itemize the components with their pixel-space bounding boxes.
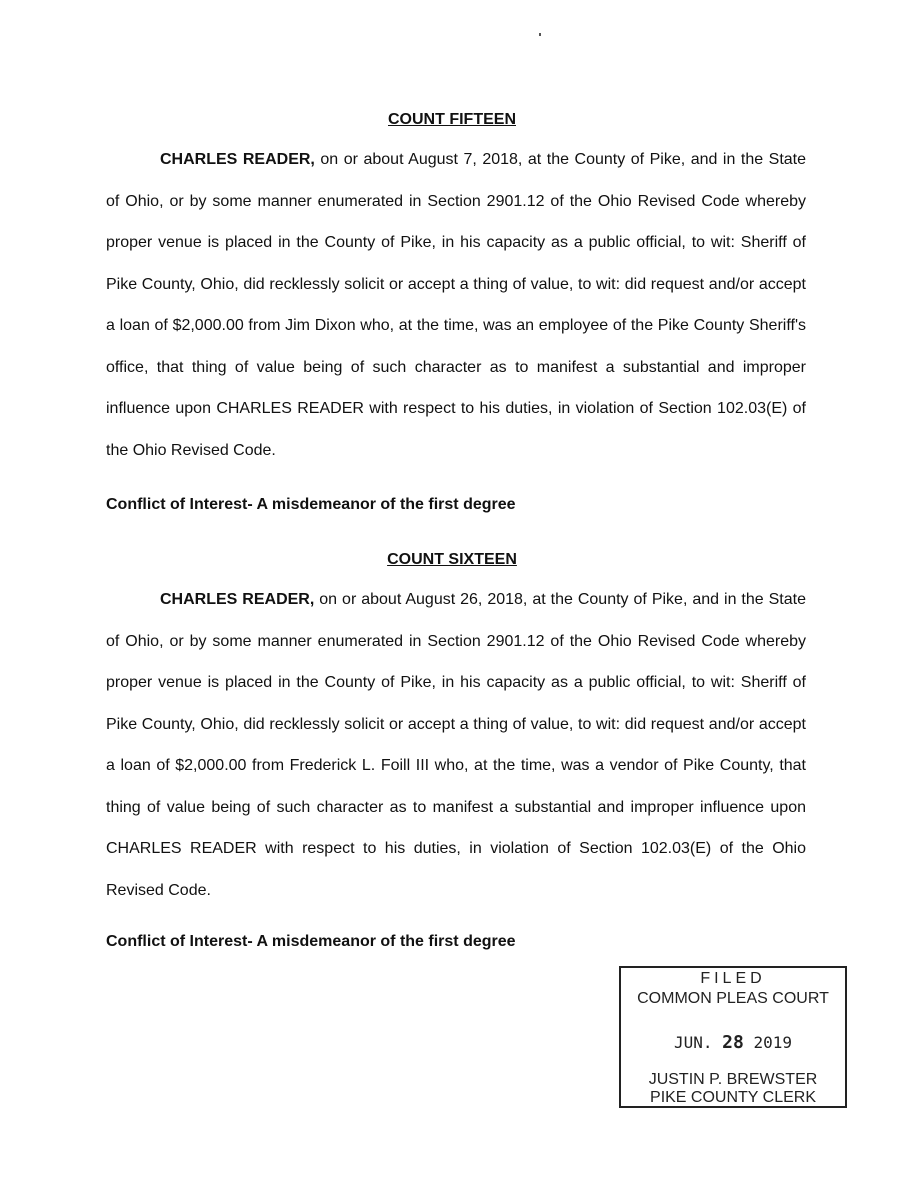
stamp-date	[621, 1032, 845, 1053]
count-fifteen-offense: Conflict of Interest- A misdemeanor of the first degree	[106, 496, 516, 513]
count-fifteen-paragraph	[106, 139, 806, 471]
stamp-filed: FILED	[700, 970, 766, 987]
stamp-clerk-title: PIKE COUNTY CLERK	[650, 1089, 816, 1106]
stamp-underline	[621, 1106, 845, 1108]
stamp-clerk-name: JUSTIN P. BREWSTER	[648, 1071, 818, 1088]
count-fifteen-title: COUNT FIFTEEN	[388, 111, 516, 128]
stamp-court: COMMON PLEAS COURT	[637, 990, 829, 1007]
stamp-date-year: 2019	[753, 1033, 793, 1052]
count-fifteen-defendant: CHARLES READER,	[160, 151, 315, 168]
count-sixteen-offense: Conflict of Interest- A misdemeanor of the first degree	[106, 933, 516, 950]
stamp-date-day: 28	[722, 1032, 744, 1053]
scan-mark	[539, 33, 541, 36]
stamp-date-month: JUN.	[673, 1033, 713, 1052]
count-sixteen-paragraph	[106, 579, 806, 911]
count-fifteen-body: on or about August 7, 2018, at the County of Pike, and in the State of Ohio, or by some manner enumerated in Section 2901.12 of the Ohio Revised Code whereby proper venue is placed in the County of Pike, in his capacity as a public official, to wit: Sheriff of Pike County, Ohio, did recklessly solicit or accept a thing of value, to wit: did request and/or accept a loan of $2,000.00 from Jim Dixon who, at the time, was an employee of the Pike County Sheriff's office, that thing of value being of such character as to manifest a substantial and improper influence upon CHARLES READER with respect to his duties, in violation of Section 102.03(E) of the Ohio Revised Code.	[106, 151, 806, 459]
filed-stamp	[619, 966, 847, 1108]
count-sixteen-body: on or about August 26, 2018, at the County of Pike, and in the State of Ohio, or by some manner enumerated in Section 2901.12 of the Ohio Revised Code whereby proper venue is placed in the County of Pike, in his capacity as a public official, to wit: Sheriff of Pike County, Ohio, did recklessly solicit or accept a thing of value, to wit: did request and/or accept a loan of $2,000.00 from Frederick L. Foill III who, at the time, was a vendor of Pike County, that thing of value being of such character as to manifest a substantial and improper influence upon CHARLES READER with respect to his duties, in violation of Section 102.03(E) of the Ohio Revised Code.	[106, 591, 806, 899]
count-sixteen-title: COUNT SIXTEEN	[387, 551, 517, 568]
count-sixteen-defendant: CHARLES READER,	[160, 591, 315, 608]
